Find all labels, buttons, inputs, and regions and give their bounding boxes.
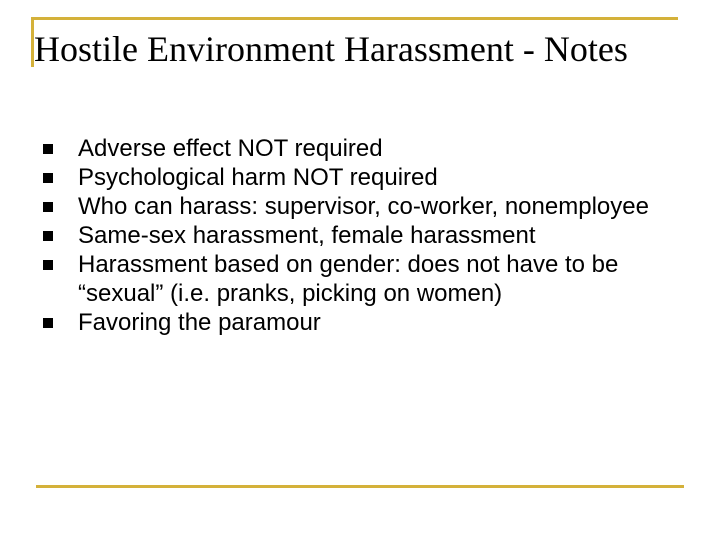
- bullet-item: [40, 250, 700, 308]
- title-frame-top-rule: [31, 17, 678, 20]
- bullet-item: [40, 163, 700, 192]
- bullet-list: [40, 134, 700, 337]
- square-bullet-icon: [43, 231, 53, 241]
- square-bullet-icon: [43, 260, 53, 270]
- square-bullet-icon: [43, 173, 53, 183]
- slide-title: Hostile Environment Harassment - Notes: [34, 29, 628, 69]
- bullet-text: Psychological harm NOT required: [78, 164, 438, 191]
- bullet-text: Adverse effect NOT required: [78, 135, 383, 162]
- bullet-item: [40, 192, 700, 221]
- bullet-item: [40, 134, 700, 163]
- bullet-item: [40, 221, 700, 250]
- bullet-text: Favoring the paramour: [78, 309, 321, 336]
- square-bullet-icon: [43, 318, 53, 328]
- square-bullet-icon: [43, 144, 53, 154]
- square-bullet-icon: [43, 202, 53, 212]
- bullet-text: Who can harass: supervisor, co-worker, nonemployee: [78, 193, 649, 220]
- bullet-text: Harassment based on gender: does not have to be “sexual” (i.e. pranks, picking on women): [78, 251, 619, 307]
- bottom-rule: [36, 485, 684, 488]
- bullet-item: [40, 308, 700, 337]
- bullet-text: Same-sex harassment, female harassment: [78, 222, 536, 249]
